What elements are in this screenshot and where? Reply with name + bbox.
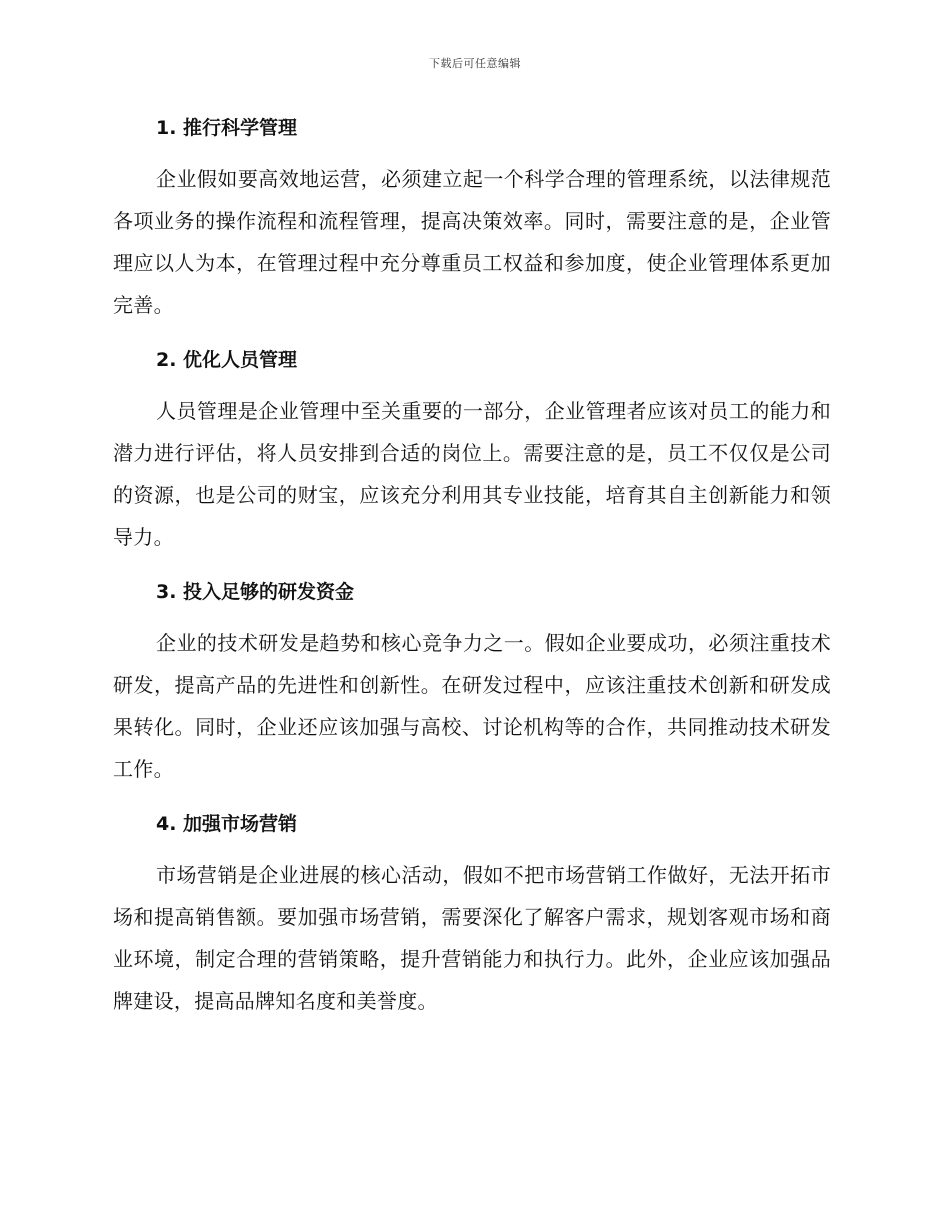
section-paragraph: 市场营销是企业进展的核心活动，假如不把市场营销工作做好，无法开拓市场和提高销售额。要加强市场营销，需要深化了解客户需求，规划客观市场和商业环境，制定合理的营销策略，提升营销能力和执行力。此外，企业应该加强品牌建设，提高品牌知名度和美誉度。 bbox=[113, 863, 831, 1013]
section-paragraph: 企业假如要高效地运营，必须建立起一个科学合理的管理系统，以法律规范各项业务的操作流程和流程管理，提高决策效率。同时，需要注意的是，企业管理应以人为本，在管理过程中充分尊重员工权益和参加度，使企业管理体系更加完善。 bbox=[113, 167, 831, 317]
section-heading: 1. 推行科学管理 bbox=[156, 117, 298, 139]
section-paragraph: 企业的技术研发是趋势和核心竞争力之一。假如企业要成功，必须注重技术研发，提高产品的先进性和创新性。在研发过程中，应该注重技术创新和研发成果转化。同时，企业还应该加强与高校、讨论机构等的合作，共同推动技术研发工作。 bbox=[113, 631, 831, 781]
section-3 bbox=[113, 574, 831, 790]
section-1 bbox=[113, 110, 831, 326]
section-paragraph: 人员管理是企业管理中至关重要的一部分，企业管理者应该对员工的能力和潜力进行评估，将人员安排到合适的岗位上。需要注意的是，员工不仅仅是公司的资源，也是公司的财宝，应该充分利用其专业技能，培育其自主创新能力和领导力。 bbox=[113, 399, 831, 549]
section-heading: 3. 投入足够的研发资金 bbox=[156, 581, 355, 603]
section-4 bbox=[113, 806, 831, 1022]
header-note: 下载后可任意编辑 bbox=[429, 57, 521, 70]
section-heading: 2. 优化人员管理 bbox=[156, 349, 298, 371]
section-2 bbox=[113, 342, 831, 558]
section-heading: 4. 加强市场营销 bbox=[156, 813, 298, 835]
document-body bbox=[113, 110, 831, 1022]
